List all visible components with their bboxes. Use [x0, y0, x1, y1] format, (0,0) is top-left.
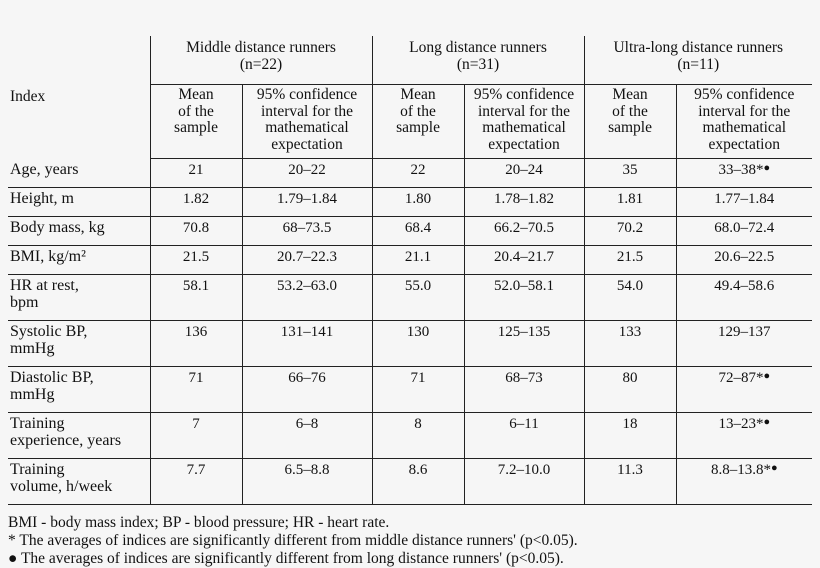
row-label: Training experience, years: [8, 413, 150, 459]
table-row: [8, 413, 812, 459]
footnote-abbreviations: BMI - body mass index; BP - blood pressure; HR - heart rate.: [8, 514, 390, 531]
row-label: BMI, kg/m²: [8, 246, 150, 275]
ci-value-cell: 131–141: [242, 321, 372, 367]
ci-value-cell: 52.0–58.1: [464, 275, 584, 321]
group-header-long-distance: Long distance runners (n=31): [372, 36, 584, 85]
row-label: Diastolic BP, mmHg: [8, 367, 150, 413]
table-row: [8, 275, 812, 321]
ci-value-cell: 33–38*●: [676, 159, 812, 188]
confidence-interval-column-header: 95% confidence interval for the mathematical expectation: [676, 85, 812, 159]
ci-value-cell: 49.4–58.6: [676, 275, 812, 321]
ci-value-cell: 20–22: [242, 159, 372, 188]
mean-value-cell: 71: [150, 367, 242, 413]
mean-value-cell: 1.81: [584, 188, 676, 217]
mean-value-cell: 21.5: [150, 246, 242, 275]
table-row: [8, 367, 812, 413]
ci-value-cell: 72–87*●: [676, 367, 812, 413]
mean-value-cell: 18: [584, 413, 676, 459]
ci-value-cell: 20.6–22.5: [676, 246, 812, 275]
mean-value-cell: 21.5: [584, 246, 676, 275]
ci-value-cell: 1.77–1.84: [676, 188, 812, 217]
confidence-interval-column-header: 95% confidence interval for the mathematical expectation: [242, 85, 372, 159]
mean-value-cell: 21: [150, 159, 242, 188]
mean-value-cell: 7.7: [150, 459, 242, 505]
ci-value-cell: 7.2–10.0: [464, 459, 584, 505]
mean-value-cell: 8.6: [372, 459, 464, 505]
mean-value-cell: 136: [150, 321, 242, 367]
mean-value-cell: 7: [150, 413, 242, 459]
mean-value-cell: 1.80: [372, 188, 464, 217]
mean-value-cell: 22: [372, 159, 464, 188]
mean-column-header: Mean of the sample: [372, 85, 464, 159]
row-label: Body mass, kg: [8, 217, 150, 246]
footnote-dot: ● The averages of indices are significantly different from long distance runners' (p<0.05).: [8, 550, 564, 567]
ci-value-cell: 6.5–8.8: [242, 459, 372, 505]
table-row: [8, 459, 812, 505]
footnotes: [8, 514, 812, 568]
ci-value-cell: 20–24: [464, 159, 584, 188]
ci-value-cell: 13–23*●: [676, 413, 812, 459]
ci-value-cell: 68.0–72.4: [676, 217, 812, 246]
ci-value-cell: 53.2–63.0: [242, 275, 372, 321]
ci-value-cell: 125–135: [464, 321, 584, 367]
mean-value-cell: 80: [584, 367, 676, 413]
ci-value-cell: 68–73.5: [242, 217, 372, 246]
table-row: [8, 321, 812, 367]
ci-value-cell: 1.79–1.84: [242, 188, 372, 217]
mean-value-cell: 70.2: [584, 217, 676, 246]
ci-value-cell: 68–73: [464, 367, 584, 413]
row-label: Training volume, h/week: [8, 459, 150, 505]
row-label: Systolic BP, mmHg: [8, 321, 150, 367]
mean-value-cell: 8: [372, 413, 464, 459]
mean-value-cell: 58.1: [150, 275, 242, 321]
mean-value-cell: 68.4: [372, 217, 464, 246]
mean-value-cell: 1.82: [150, 188, 242, 217]
index-column-header: Index: [10, 88, 46, 105]
ci-value-cell: 6–11: [464, 413, 584, 459]
table-row: [8, 217, 812, 246]
group-header-middle-distance: Middle distance runners (n=22): [150, 36, 372, 85]
mean-value-cell: 130: [372, 321, 464, 367]
table-row: [8, 159, 812, 188]
mean-value-cell: 21.1: [372, 246, 464, 275]
document: [8, 36, 812, 568]
row-label: Age, years: [8, 159, 150, 188]
mean-value-cell: 55.0: [372, 275, 464, 321]
table-row: [8, 246, 812, 275]
confidence-interval-column-header: 95% confidence interval for the mathematical expectation: [464, 85, 584, 159]
table-row: [8, 188, 812, 217]
mean-value-cell: 35: [584, 159, 676, 188]
athlete-characteristics-table: [8, 36, 812, 505]
mean-value-cell: 71: [372, 367, 464, 413]
ci-value-cell: 66–76: [242, 367, 372, 413]
ci-value-cell: 1.78–1.82: [464, 188, 584, 217]
group-header-ultra-long-distance: Ultra-long distance runners (n=11): [584, 36, 812, 85]
ci-value-cell: 66.2–70.5: [464, 217, 584, 246]
mean-value-cell: 70.8: [150, 217, 242, 246]
footnote-asterisk: * The averages of indices are significantly different from middle distance runners' (p<0.05).: [8, 532, 578, 549]
mean-column-header: Mean of the sample: [150, 85, 242, 159]
ci-value-cell: 6–8: [242, 413, 372, 459]
mean-value-cell: 11.3: [584, 459, 676, 505]
ci-value-cell: 20.7–22.3: [242, 246, 372, 275]
mean-value-cell: 54.0: [584, 275, 676, 321]
ci-value-cell: 129–137: [676, 321, 812, 367]
row-label: Height, m: [8, 188, 150, 217]
ci-value-cell: 8.8–13.8*●: [676, 459, 812, 505]
mean-value-cell: 133: [584, 321, 676, 367]
mean-column-header: Mean of the sample: [584, 85, 676, 159]
ci-value-cell: 20.4–21.7: [464, 246, 584, 275]
row-label: HR at rest, bpm: [8, 275, 150, 321]
